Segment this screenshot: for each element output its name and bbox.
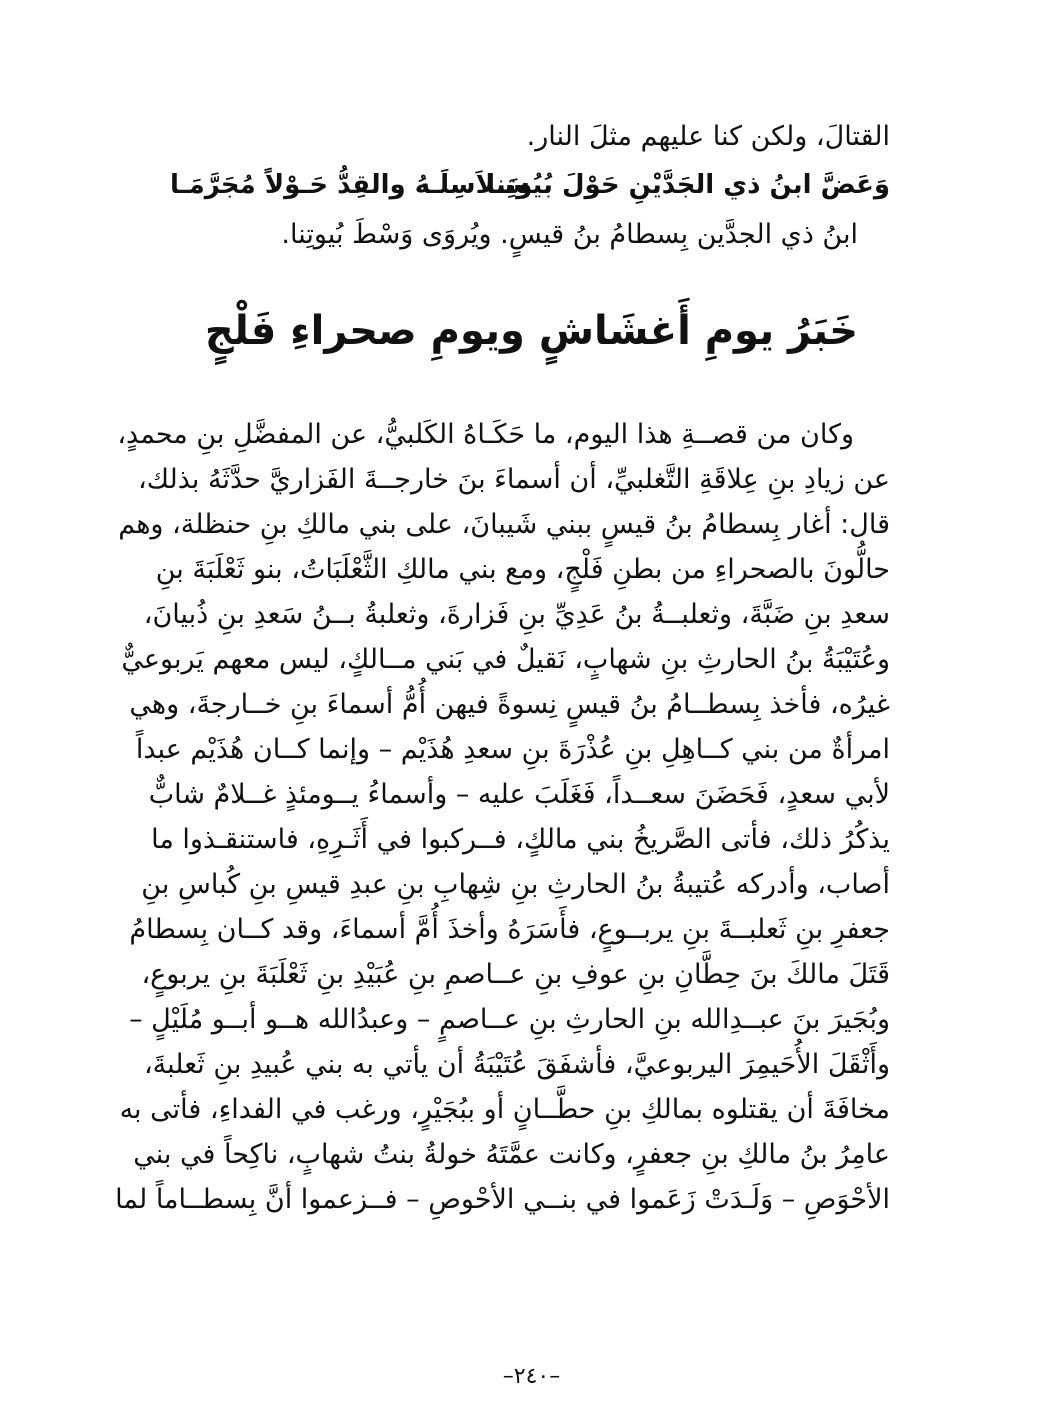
verse-second-hemistich: سَـلاَسِلَـهُ والقِدُّ حَـوْلاً مُجَرَّمَـا [170, 170, 530, 200]
body-line: وأَثْقَلَ الأُحَيمِرَ اليربوعيَّ، فأشفَقَ عُتَيْبَةُ أن يأتي به بني عُبيدِ بنِ ثَعلبةَ، [143, 1049, 890, 1080]
body-line: امرأةٌ من بني كــاهِلِ بنِ عُذْرَةَ بنِ سعدِ هُذَيْم – وإنما كــان هُذَيْم عبداً [135, 734, 890, 765]
body-line: مخافَةَ أن يقتلوه بمالكِ بنِ حطَّــانٍ أو ببُجَيْرٍ، ورغب في الفداءِ، فأتى به [119, 1094, 890, 1125]
body-line: وكان من قصــةِ هذا اليوم، ما حَكَـاهُ الكَلبيُّ، عن المفضَّلِ بنِ محمدٍ، [117, 419, 854, 450]
body-line: جعفرِ بنِ ثَعلبــةَ بنِ يربــوعٍ، فأَسَرَهُ وأخذَ أُمَّ أسماءَ، وقد كــان بِسطامُ [129, 914, 890, 945]
body-line: قال: أغار بِسطامُ بنُ قيسٍ ببني شَيبانَ، على بني مالكِ بنِ حنظلة، وهم [118, 509, 890, 540]
body-line: غيرُه، فأخذ بِسطــامُ بنُ قيسٍ نِسوةً فيهن أُمُّ أسماءَ بنِ خــارجةَ، وهي [129, 689, 890, 720]
body-line: قَتَلَ مالكَ بنَ حِطَّانِ بنِ عوفِ بنِ عــاصمِ بنِ عُبَيْدِ بنِ ثَعْلَبَةَ بنِ يربوعٍ، [141, 959, 890, 990]
page-number: –٢٤٠– [502, 1364, 561, 1389]
body-line: وعُتَيْبَةُ بنُ الحارثِ بنِ شهابٍ، نَقيلٌ في بَني مــالكٍ، ليس معهم يَربوعيٌّ [121, 644, 890, 675]
body-line: عامِرُ بنُ مالكِ بنِ جعفرٍ، وكانت عمَّتَهُ خولةُ بنتُ شهابٍ، ناكِحاً في بني [133, 1139, 890, 1170]
body-line: عن زيادِ بنِ عِلاقَةِ التَّغلبيِّ، أن أسماءَ بنَ خارجــةَ الفَزاريَّ حدَّثَهُ بذلك، [138, 464, 890, 495]
body-line: الأحْوَصِ – وَلَـدَتْ زَعَموا في بنــي الأحْوصِ – فــزعموا أنَّ بِسطــاماً لما [115, 1184, 890, 1215]
body-line: وبُجَيرَ بنَ عبــدِالله بنِ الحارثِ بنِ عــاصمٍ – وعبدُالله هــو أبــو مُلَيْلٍ – [129, 1004, 890, 1035]
body-line: لأبي سعدٍ، فَحَضَنَ سعــداً، فَغَلَبَ عليه – وأسماءُ يــومئذٍ غــلامٌ شابٌّ [148, 779, 890, 810]
poetry-verse [170, 160, 890, 210]
intro-line-3: ابنُ ذي الجدَّين بِسطامُ بنُ قيسٍ. ويُروَى وَسْطَ بُيوتِنا. [281, 219, 858, 250]
section-heading: خَبَرُ يومِ أَغشَاشٍ ويومِ صحراءِ فَلْجٍ [204, 308, 859, 354]
body-line: يذكُرُ ذلك، فأتى الصَّريخُ بني مالكٍ، فــركبوا في أَثَـرِهِ، فاستنقـذوا ما [151, 824, 890, 855]
verse-first-hemistich: وَعَضَّ ابنُ ذي الجَدَّيْنِ حَوْلَ بُيُوتِنا [486, 170, 890, 200]
body-line: سعدِ بنِ ضَبَّةَ، وثعلبــةُ بنُ عَدِيِّ بنِ فَزارةَ، وثعلبةُ بــنُ سَعدِ بنِ ذُبيانَ، [143, 599, 890, 630]
body-line: أصاب، وأدركه عُتيبةُ بنُ الحارثِ بنِ شِهابِ بنِ عبدِ قيسِ بنِ كُباسِ بنِ [141, 869, 890, 900]
intro-line-1: القتالَ، ولكن كنا عليهم مثلَ النار. [526, 121, 890, 152]
body-line: حالُّونَ بالصحراءِ من بطنِ فَلْجٍ، ومع بني مالكِ الثَّعْلَبَاتُ، بنو ثَعْلَبَةَ بنِ [155, 554, 890, 585]
